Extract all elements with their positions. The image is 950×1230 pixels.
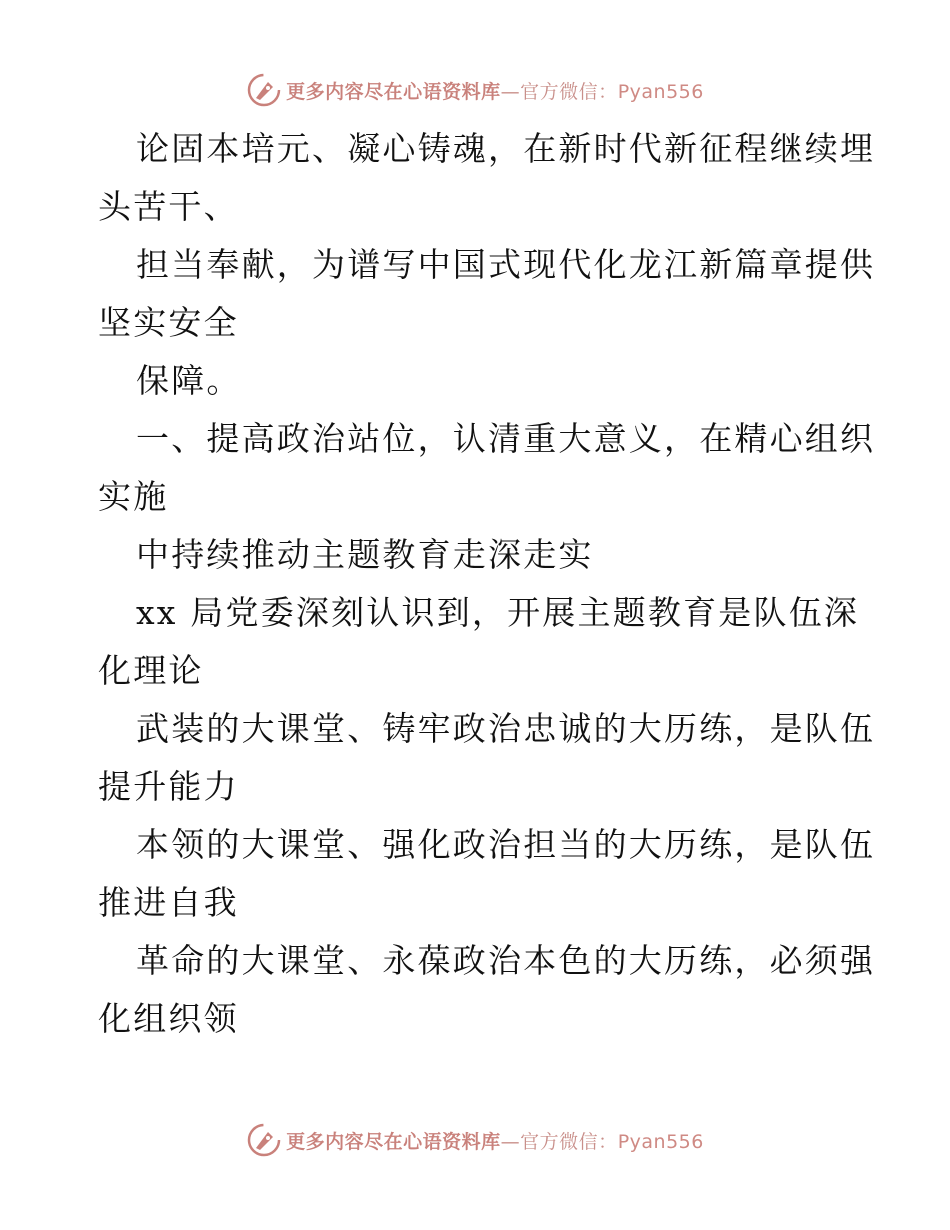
watermark-text <box>286 77 704 104</box>
watermark-wechat-label: 官方微信： <box>520 80 618 103</box>
body-line: xx 局党委深刻认识到，开展主题教育是队伍深 <box>136 593 860 632</box>
watermark-wechat-id: Pyan556 <box>617 80 704 103</box>
document-body <box>98 120 876 1048</box>
body-line: 本领的大课堂、强化政治担当的大历练，是队伍 <box>136 825 876 864</box>
body-line: 提升能力 <box>98 767 239 806</box>
body-line: 头苦干、 <box>98 187 239 226</box>
watermark-wechat-id: Pyan556 <box>617 1130 704 1153</box>
pen-nib-logo-icon <box>246 72 282 108</box>
body-line: 革命的大课堂、永葆政治本色的大历练，必须强 <box>136 941 876 980</box>
body-line: 坚实安全 <box>98 303 239 342</box>
body-line: 论固本培元、凝心铸魂，在新时代新征程继续埋 <box>136 129 876 168</box>
body-line: 武装的大课堂、铸牢政治忠诚的大历练，是队伍 <box>136 709 876 748</box>
watermark-dash: — <box>500 80 521 103</box>
body-line: 一、提高政治站位，认清重大意义，在精心组织 <box>136 419 876 458</box>
watermark-wechat-label: 官方微信： <box>520 1130 618 1153</box>
body-line: 化组织领 <box>98 999 239 1038</box>
body-line: 推进自我 <box>98 883 239 922</box>
watermark-main-text: 更多内容尽在心语资料库 <box>286 80 501 103</box>
watermark-main-text: 更多内容尽在心语资料库 <box>286 1130 501 1153</box>
watermark-dash: — <box>500 1130 521 1153</box>
body-line: 中持续推动主题教育走深走实 <box>136 535 594 574</box>
pen-nib-logo-icon <box>246 1122 282 1158</box>
body-line: 实施 <box>98 477 169 516</box>
watermark-text <box>286 1127 704 1154</box>
footer-watermark <box>0 1120 950 1160</box>
body-line: 保障。 <box>136 361 242 400</box>
body-line: 化理论 <box>98 651 204 690</box>
body-line: 担当奉献，为谱写中国式现代化龙江新篇章提供 <box>136 245 876 284</box>
header-watermark <box>0 70 950 110</box>
